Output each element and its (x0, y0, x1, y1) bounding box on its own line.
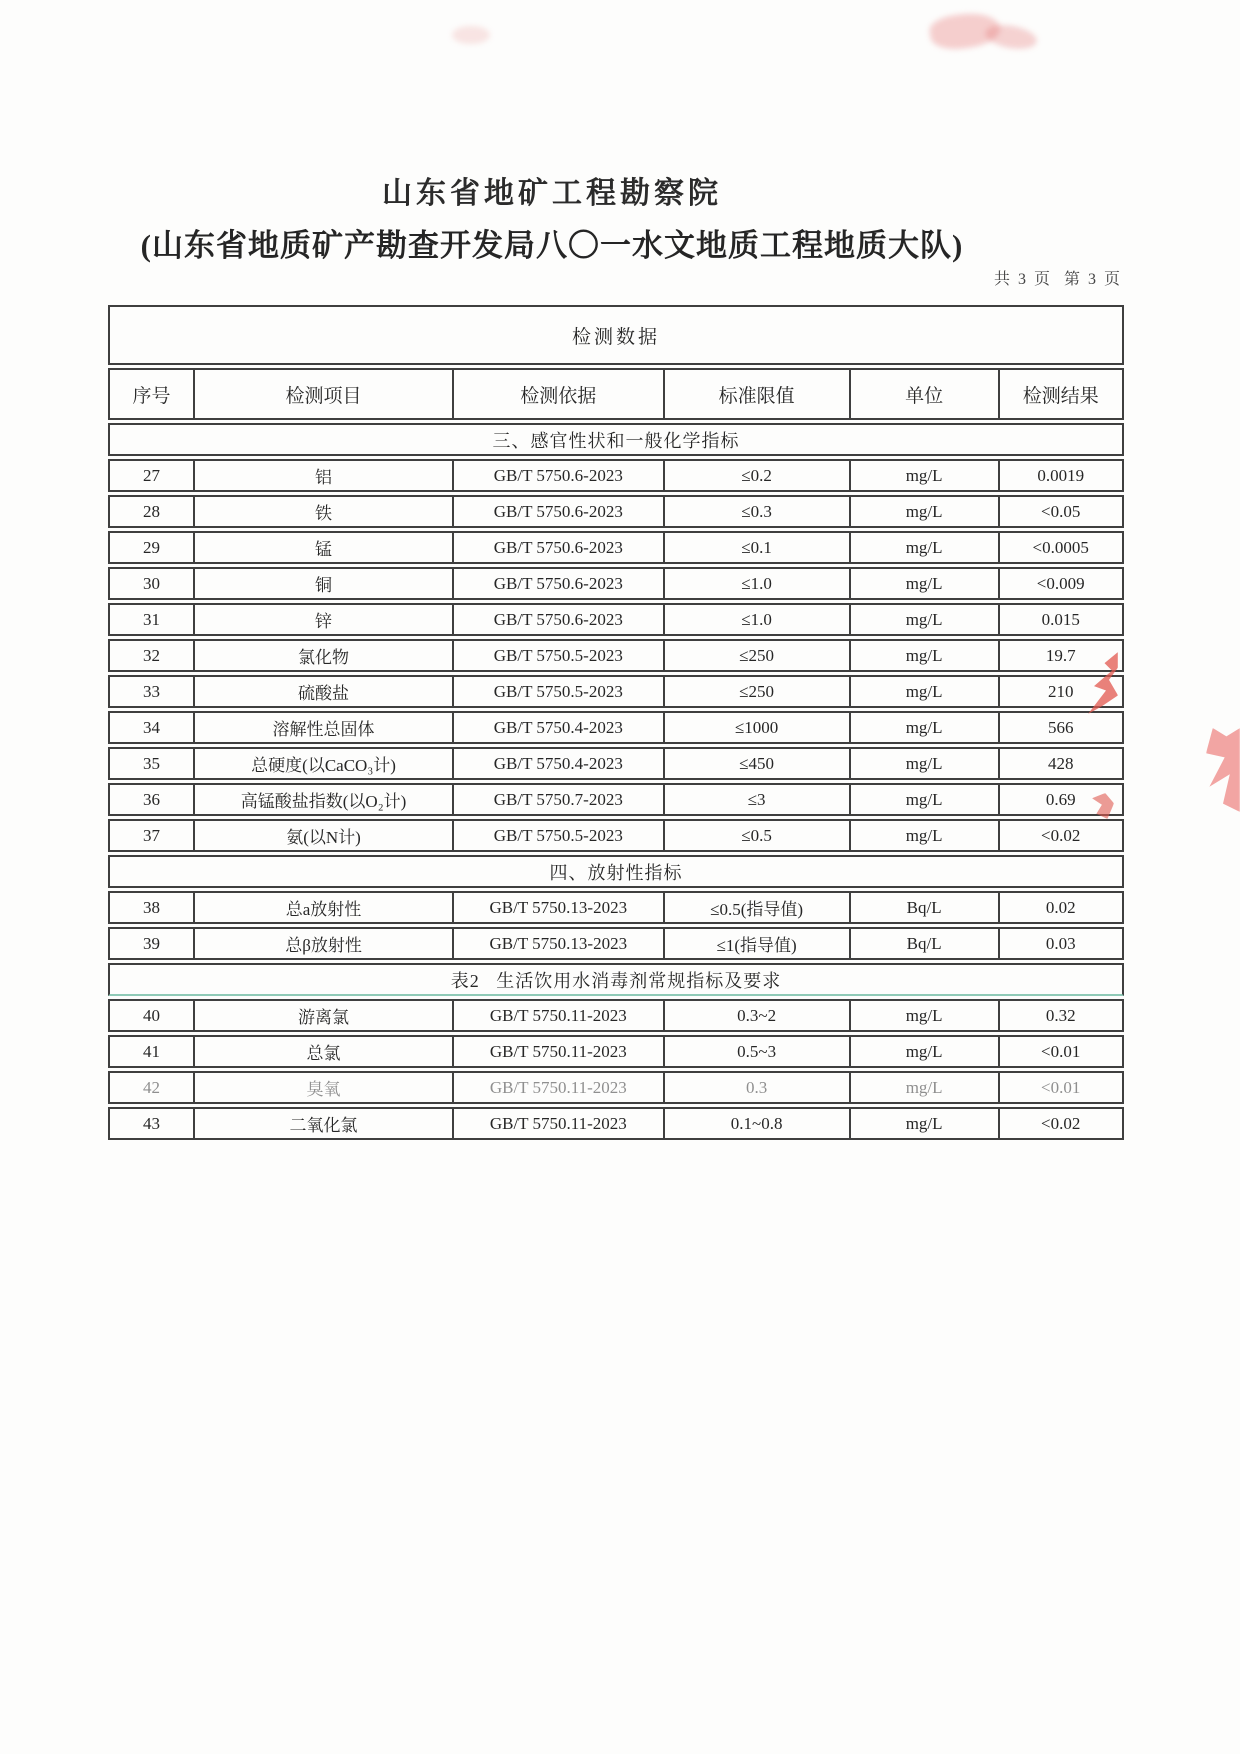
cell-unit: mg/L (851, 713, 1000, 742)
table-row (108, 639, 1124, 672)
cell-unit: mg/L (851, 1037, 1000, 1066)
table-row (108, 711, 1124, 744)
cell-index: 28 (110, 497, 195, 526)
table-row (108, 675, 1124, 708)
cell-result: <0.0005 (1032, 537, 1089, 557)
cell-item: 总氯 (195, 1037, 454, 1066)
cell-method: GB/T 5750.11-2023 (454, 1073, 664, 1102)
cell-limit: 0.5~3 (665, 1037, 851, 1066)
cell-index: 41 (110, 1037, 195, 1066)
section-label: 四、放射性指标 (549, 862, 683, 883)
col-header-limit: 标准限值 (665, 370, 851, 418)
cell-unit: mg/L (851, 1001, 1000, 1030)
cell-method: GB/T 5750.5-2023 (454, 677, 664, 706)
table-body (108, 423, 1124, 1140)
org-subtitle: (山东省地质矿产勘查开发局八〇一水文地质工程地质大队) (140, 228, 964, 263)
cell-limit: ≤1.0 (665, 569, 851, 598)
cell-method: GB/T 5750.6-2023 (454, 569, 664, 598)
col-header-result: 检测结果 (1022, 385, 1099, 407)
table-row (108, 603, 1124, 636)
cell-result: 0.32 (1045, 1005, 1076, 1025)
cell-result: <0.01 (1041, 1041, 1081, 1061)
cell-item: 硫酸盐 (195, 677, 454, 706)
cell-index: 31 (110, 605, 195, 634)
cell-method: GB/T 5750.7-2023 (454, 785, 664, 814)
section-row (108, 423, 1124, 456)
cell-unit: mg/L (851, 749, 1000, 778)
cell-item: 总硬度(以CaCO₃计) (195, 749, 454, 778)
cell-unit: mg/L (851, 821, 1000, 850)
cell-unit: mg/L (851, 605, 1000, 634)
cell-result: 428 (1047, 753, 1074, 773)
cell-item: 臭氧 (195, 1073, 454, 1102)
cell-unit: mg/L (851, 677, 1000, 706)
cell-index: 40 (110, 1001, 195, 1030)
cell-result: 566 (1047, 717, 1074, 737)
table-title-row (108, 305, 1124, 365)
cell-index: 38 (110, 893, 195, 922)
cell-item: 铜 (195, 569, 454, 598)
cell-item: 锌 (195, 605, 454, 634)
cell-index: 29 (110, 533, 195, 562)
cell-method: GB/T 5750.11-2023 (454, 1109, 664, 1138)
cell-result: <0.02 (1041, 825, 1081, 845)
table-row (108, 531, 1124, 564)
cell-method: GB/T 5750.13-2023 (454, 929, 664, 958)
cell-item: 铝 (195, 461, 454, 490)
cell-result: 19.7 (1045, 645, 1076, 665)
cell-index: 34 (110, 713, 195, 742)
cell-limit: ≤0.2 (665, 461, 851, 490)
cell-limit: ≤1000 (665, 713, 851, 742)
cell-unit: mg/L (851, 1073, 1000, 1102)
cell-result: 0.0019 (1037, 465, 1085, 485)
table-row (108, 999, 1124, 1032)
cell-method: GB/T 5750.5-2023 (454, 641, 664, 670)
pink-smudge-top-center (452, 26, 490, 44)
cell-index: 37 (110, 821, 195, 850)
cell-index: 30 (110, 569, 195, 598)
table-row (108, 567, 1124, 600)
cell-method: GB/T 5750.4-2023 (454, 749, 664, 778)
cell-item: 高锰酸盐指数(以O₂计) (195, 785, 454, 814)
cell-limit: ≤1(指导值) (665, 929, 851, 958)
cell-unit: mg/L (851, 497, 1000, 526)
red-stamp-fragment-2 (1206, 728, 1240, 812)
cell-index: 35 (110, 749, 195, 778)
cell-limit: ≤0.3 (665, 497, 851, 526)
table-row (108, 1035, 1124, 1068)
col-header-unit: 单位 (851, 370, 1000, 418)
cell-method: GB/T 5750.6-2023 (454, 605, 664, 634)
cell-unit: mg/L (851, 641, 1000, 670)
cell-limit: ≤450 (665, 749, 851, 778)
cell-method: GB/T 5750.5-2023 (454, 821, 664, 850)
cell-index: 27 (110, 461, 195, 490)
cell-index: 32 (110, 641, 195, 670)
cell-method: GB/T 5750.6-2023 (454, 533, 664, 562)
table-title: 检测数据 (571, 326, 660, 348)
page-number-note: 共 3 页 第 3 页 (993, 271, 1122, 288)
table-row (108, 747, 1124, 780)
cell-item: 氨(以N计) (195, 821, 454, 850)
cell-method: GB/T 5750.4-2023 (454, 713, 664, 742)
table-row (108, 819, 1124, 852)
col-header-item: 检测项目 (195, 370, 454, 418)
cell-item: 总β放射性 (195, 929, 454, 958)
cell-method: GB/T 5750.6-2023 (454, 461, 664, 490)
col-header-method: 检测依据 (454, 370, 664, 418)
cell-result: 0.02 (1045, 897, 1076, 917)
cell-limit: 0.3~2 (665, 1001, 851, 1030)
org-title: 山东省地矿工程勘察院 (382, 177, 722, 210)
cell-method: GB/T 5750.11-2023 (454, 1037, 664, 1066)
document-header (0, 168, 1104, 265)
cell-limit: 0.1~0.8 (665, 1109, 851, 1138)
cell-item: 锰 (195, 533, 454, 562)
cell-unit: mg/L (851, 785, 1000, 814)
section-label: 表2 生活饮用水消毒剂常规指标及要求 (450, 970, 782, 991)
cell-limit: 0.3 (665, 1073, 851, 1102)
cell-result: <0.05 (1041, 501, 1081, 521)
section-label: 三、感官性状和一般化学指标 (492, 430, 740, 451)
table-row (108, 1071, 1124, 1104)
cell-index: 39 (110, 929, 195, 958)
cell-unit: mg/L (851, 461, 1000, 490)
cell-item: 总a放射性 (195, 893, 454, 922)
col-header-index: 序号 (110, 370, 195, 418)
cell-item: 铁 (195, 497, 454, 526)
cell-item: 二氧化氯 (195, 1109, 454, 1138)
cell-item: 氯化物 (195, 641, 454, 670)
cell-index: 36 (110, 785, 195, 814)
cell-result: <0.009 (1036, 573, 1085, 593)
test-data-table (108, 305, 1124, 1143)
cell-unit: Bq/L (851, 893, 1000, 922)
cell-result: <0.01 (1041, 1077, 1081, 1097)
table-row (108, 783, 1124, 816)
cell-method: GB/T 5750.11-2023 (454, 1001, 664, 1030)
cell-result: 210 (1047, 681, 1074, 701)
table-header-row (108, 368, 1124, 420)
cell-item: 游离氯 (195, 1001, 454, 1030)
cell-limit: ≤3 (665, 785, 851, 814)
cell-limit: ≤250 (665, 677, 851, 706)
cell-result: 0.03 (1045, 933, 1076, 953)
cell-result: 0.69 (1045, 789, 1076, 809)
section-row (108, 963, 1124, 996)
cell-unit: Bq/L (851, 929, 1000, 958)
cell-result: <0.02 (1041, 1113, 1081, 1133)
cell-limit: ≤1.0 (665, 605, 851, 634)
cell-index: 33 (110, 677, 195, 706)
pink-smudge-top-right-2 (983, 22, 1038, 53)
cell-unit: mg/L (851, 1109, 1000, 1138)
cell-method: GB/T 5750.6-2023 (454, 497, 664, 526)
cell-item: 溶解性总固体 (195, 713, 454, 742)
cell-limit: ≤0.5 (665, 821, 851, 850)
cell-unit: mg/L (851, 533, 1000, 562)
table-row (108, 459, 1124, 492)
cell-limit: ≤0.5(指导值) (665, 893, 851, 922)
cell-index: 42 (110, 1073, 195, 1102)
table-row (108, 891, 1124, 924)
table-row (108, 1107, 1124, 1140)
table-row (108, 927, 1124, 960)
cell-limit: ≤250 (665, 641, 851, 670)
cell-result: 0.015 (1041, 609, 1080, 629)
section-row (108, 855, 1124, 888)
cell-limit: ≤0.1 (665, 533, 851, 562)
cell-method: GB/T 5750.13-2023 (454, 893, 664, 922)
table-row (108, 495, 1124, 528)
cell-index: 43 (110, 1109, 195, 1138)
cell-unit: mg/L (851, 569, 1000, 598)
pink-smudge-top-right (928, 9, 1002, 52)
